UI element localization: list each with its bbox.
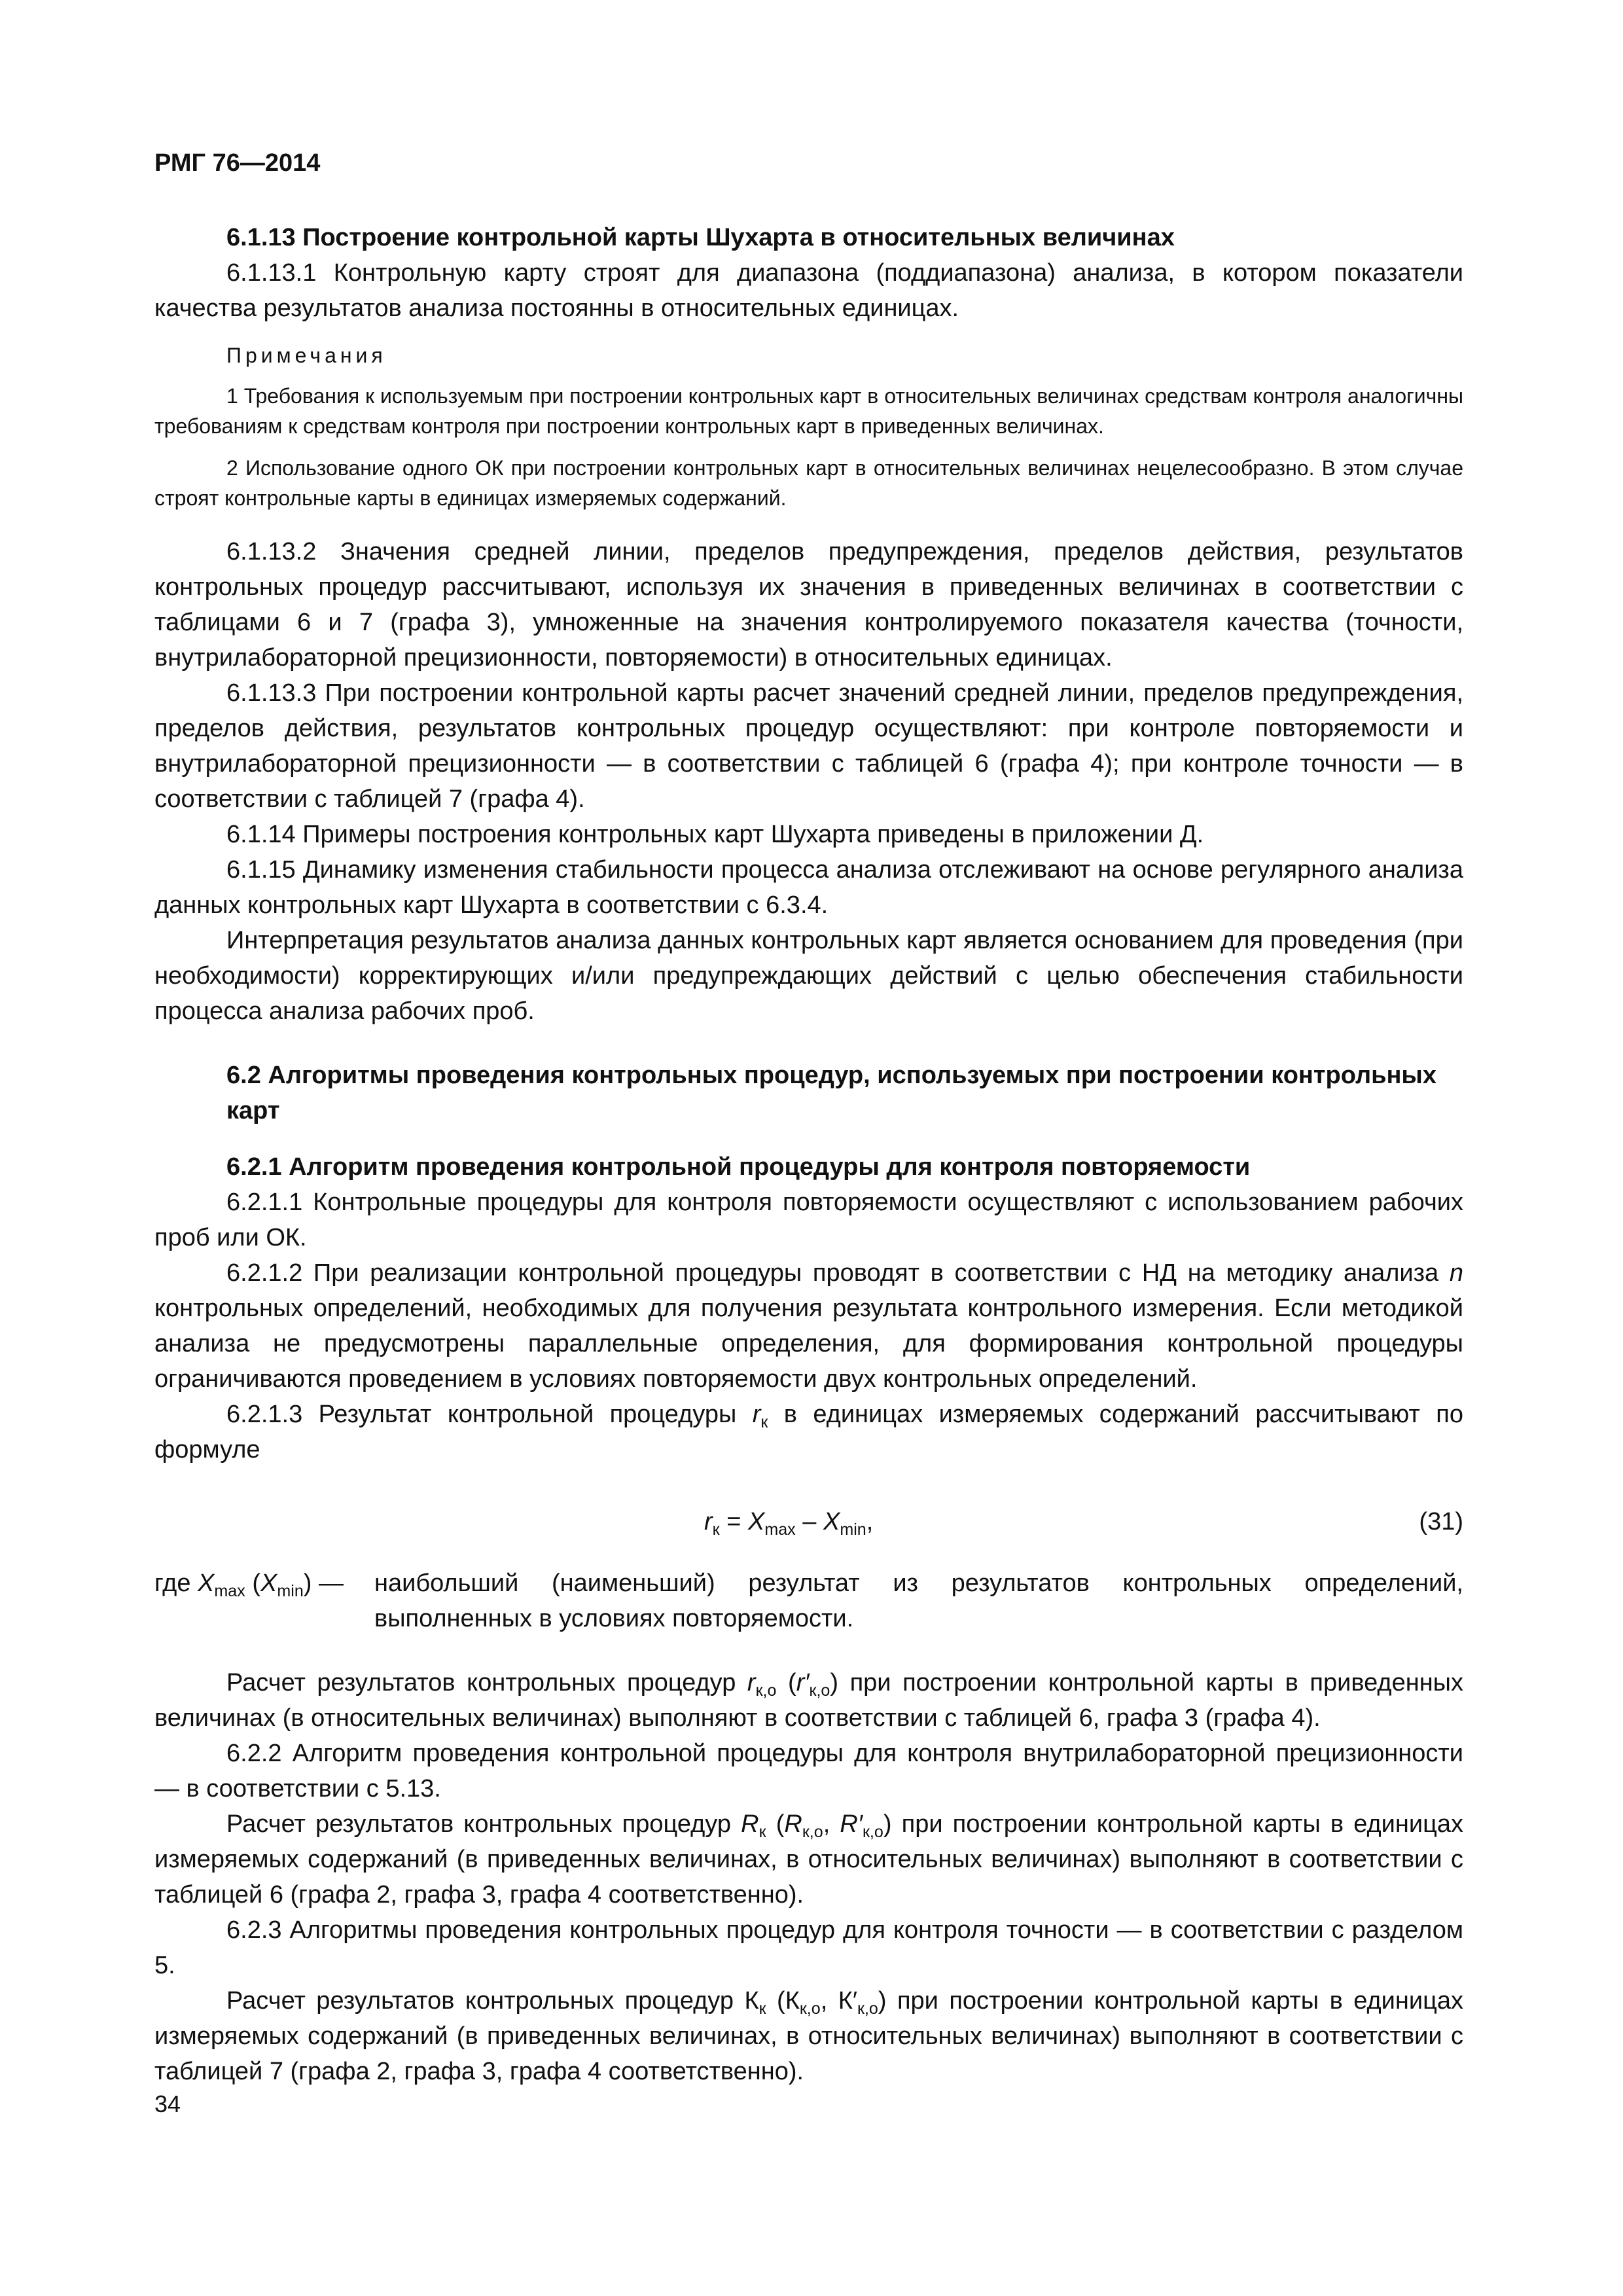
document-header: РМГ 76—2014 (154, 149, 321, 177)
paragraph-6-1-13-1: 6.1.13.1 Контрольную карту строят для диапазона (поддиапазона) анализа, в котором показатели качества результатов анализа постоянны в относительных единицах. (154, 259, 1463, 322)
calc-R-part-b: ( (766, 1810, 785, 1838)
formula-sub-k: к (712, 1520, 720, 1539)
formula-explanation-term (154, 1566, 374, 1636)
calc-K-prime-sub: к,о (857, 2000, 878, 2018)
document-body (154, 220, 1463, 2089)
calc-R-ko-symbol: R (784, 1810, 802, 1838)
paragraph-6-2-1-3 (154, 1397, 1463, 1467)
variable-n: n (1449, 1259, 1463, 1287)
where-sub-max: max (214, 1582, 245, 1601)
calc-K-sep: , (820, 1987, 838, 2015)
paragraph-6-1-13-2: 6.1.13.2 Значения средней линии, пределов предупреждения, пределов действия, результатов контрольных процедур рассчитывают, используя их значения в приведенных величинах в соответствии с таблицами 6 и 7 (графа 3), умноженные на значения контролируемого показателя качества (точности, внутрилабораторной прецизионности, повторяемости) в относительных единицах. (154, 538, 1463, 672)
calc-K-symbol: К (744, 1987, 759, 2015)
calc-R-part-a: Расчет результатов контрольных процедур (226, 1810, 741, 1838)
formula-r: r (704, 1508, 713, 1535)
paragraph-interpretation: Интерпретация результатов анализа данных контрольных карт является основанием для проведения (при необходимости) корректирующих и/или предупреждающих действий с целью обеспечения стабильности процесса анализа рабочих проб. (154, 927, 1463, 1025)
subscript-k: к (760, 1413, 768, 1432)
page-number: 34 (154, 2090, 181, 2117)
paragraph-calc-K (154, 1983, 1463, 2089)
paragraph-6-2-1-2-part-a: 6.2.1.2 При реализации контрольной процедуры проводят в соответствии с НД на методику анализа (226, 1259, 1450, 1287)
where-sub-min: min (277, 1582, 304, 1601)
calc-K-part-b: ( (766, 1987, 785, 2015)
calc-r-prime-symbol: r′ (796, 1669, 810, 1696)
calc-K-sub-ko: к,о (799, 2000, 821, 2018)
calc-K-part-a: Расчет результатов контрольных процедур (226, 1987, 745, 2015)
paragraph-calc-r (154, 1665, 1463, 1736)
formula-x-min: X (823, 1508, 840, 1535)
notes-title: Примечания (226, 344, 387, 367)
equation-number: (31) (1419, 1508, 1463, 1535)
calc-R-part-c: ) при построении контрольной карты в единицах измеряемых содержаний (в приведенных величинах, в относительных величинах) выполняют в соответствии с таблицей 6 (графа 2, графа 3, графа 4 соответственно). (154, 1810, 1464, 1909)
calc-R-sep: , (823, 1810, 840, 1838)
calc-K-part-c: ) при построении контрольной карты в единицах измеряемых содержаний (в приведенных величинах, в относительных величинах) выполняют в соответствии с таблицей 7 (графа 2, графа 3, графа 4 соответственно). (154, 1987, 1464, 2085)
paragraph-6-2-1-3-part-a: 6.2.1.3 Результат контрольной процедуры (226, 1401, 753, 1428)
calc-R-prime-symbol: R′ (840, 1810, 863, 1838)
formula-sub-max: max (764, 1520, 796, 1539)
calc-r-symbol: r (747, 1669, 756, 1696)
symbol-r: r (752, 1401, 761, 1428)
note-2: 2 Использование одного ОК при построении контрольных карт в относительных величинах нецелесообразно. В этом случае строят контрольные карты в единицах измеряемых содержаний. (154, 456, 1463, 510)
formula-sub-min: min (840, 1520, 866, 1539)
paragraph-6-2-1-2 (154, 1255, 1463, 1397)
calc-r-prime-sub: к,о (809, 1681, 830, 1700)
calc-R-prime-sub: к,о (862, 1823, 883, 1842)
formula-x-max: X (747, 1508, 765, 1535)
section-heading-6-1-13: 6.1.13 Построение контрольной карты Шухарта в относительных величинах (226, 224, 1175, 251)
formula-explanation-text: наибольший (наименьший) результат из результатов контрольных определений, выполненных в условиях повторяемости. (374, 1570, 1463, 1632)
calc-R-sub-k: к (758, 1823, 766, 1842)
calc-r-part-c: ) при построении контрольной карты в приведенных величинах (в относительных величинах) выполняют в соответствии с таблицей 6, графа 3 (графа 4). (154, 1669, 1463, 1732)
where-x: X (198, 1570, 215, 1597)
where-prefix: где (154, 1570, 198, 1597)
formula-equals: = (719, 1508, 748, 1535)
formula-31 (154, 1487, 1463, 1566)
calc-r-part-b: ( (776, 1669, 796, 1696)
paragraph-6-1-15: 6.1.15 Динамику изменения стабильности процесса анализа отслеживают на основе регулярного анализа данных контрольных карт Шухарта в соответствии с 6.3.4. (154, 856, 1463, 919)
formula-expression (704, 1504, 873, 1539)
paragraph-calc-R (154, 1806, 1463, 1912)
where-x-2: X (260, 1570, 277, 1597)
calc-R-sub-ko: к,о (802, 1823, 823, 1842)
section-heading-6-2-1: 6.2.1 Алгоритм проведения контрольной процедуры для контроля повторяемости (226, 1153, 1251, 1181)
calc-K-ko-symbol: К (785, 1987, 800, 2015)
paragraph-6-2-3: 6.2.3 Алгоритмы проведения контрольных процедур для контроля точности — в соответствии с разделом 5. (154, 1916, 1463, 1979)
paragraph-6-2-1-1: 6.2.1.1 Контрольные процедуры для контроля повторяемости осуществляют с использованием рабочих проб или ОК. (154, 1189, 1463, 1251)
paragraph-6-1-13-3: 6.1.13.3 При построении контрольной карты расчет значений средней линии, пределов предупреждения, пределов действия, результатов контрольных процедур осуществляют: при контроле повторяемости и внутрилабораторной прецизионности — в соответствии с таблицей 6 (графа 4); при контроле точности — в соответствии с таблицей 7 (графа 4). (154, 679, 1463, 813)
formula-minus: – (795, 1508, 823, 1535)
calc-R-symbol: R (741, 1810, 759, 1838)
calc-K-prime-symbol: К′ (838, 1987, 857, 2015)
paragraph-6-2-1-3-part-b: в единицах измеряемых содержаний рассчитывают по формуле (154, 1401, 1463, 1463)
section-heading-6-2: 6.2 Алгоритмы проведения контрольных процедур, используемых при построении контрольных карт (226, 1062, 1437, 1124)
formula-explanation (154, 1566, 1463, 1636)
formula-comma: , (866, 1508, 874, 1535)
where-paren-close: ) — (303, 1570, 344, 1597)
calc-K-sub-k: к (758, 2000, 766, 2018)
paragraph-6-2-1-2-part-b: контрольных определений, необходимых для получения результата контрольного измерения. Если методикой анализа не предусмотрены параллельные определения, для формирования контрольной процедуры ограничиваются проведением в условиях повторяемости двух контрольных определений. (154, 1295, 1463, 1393)
calc-r-sub: к,о (755, 1681, 777, 1700)
note-1: 1 Требования к используемым при построении контрольных карт в относительных величинах средствам контроля аналогичны требованиям к средствам контроля при построении контрольных карт в приведенных величинах. (154, 384, 1463, 438)
paragraph-6-2-2: 6.2.2 Алгоритм проведения контрольной процедуры для контроля внутрилабораторной прецизионности — в соответствии с 5.13. (154, 1740, 1463, 1803)
paragraph-6-1-14: 6.1.14 Примеры построения контрольных карт Шухарта приведены в приложении Д. (226, 821, 1204, 848)
where-paren-open: ( (245, 1570, 260, 1597)
calc-r-part-a: Расчет результатов контрольных процедур (226, 1669, 747, 1696)
